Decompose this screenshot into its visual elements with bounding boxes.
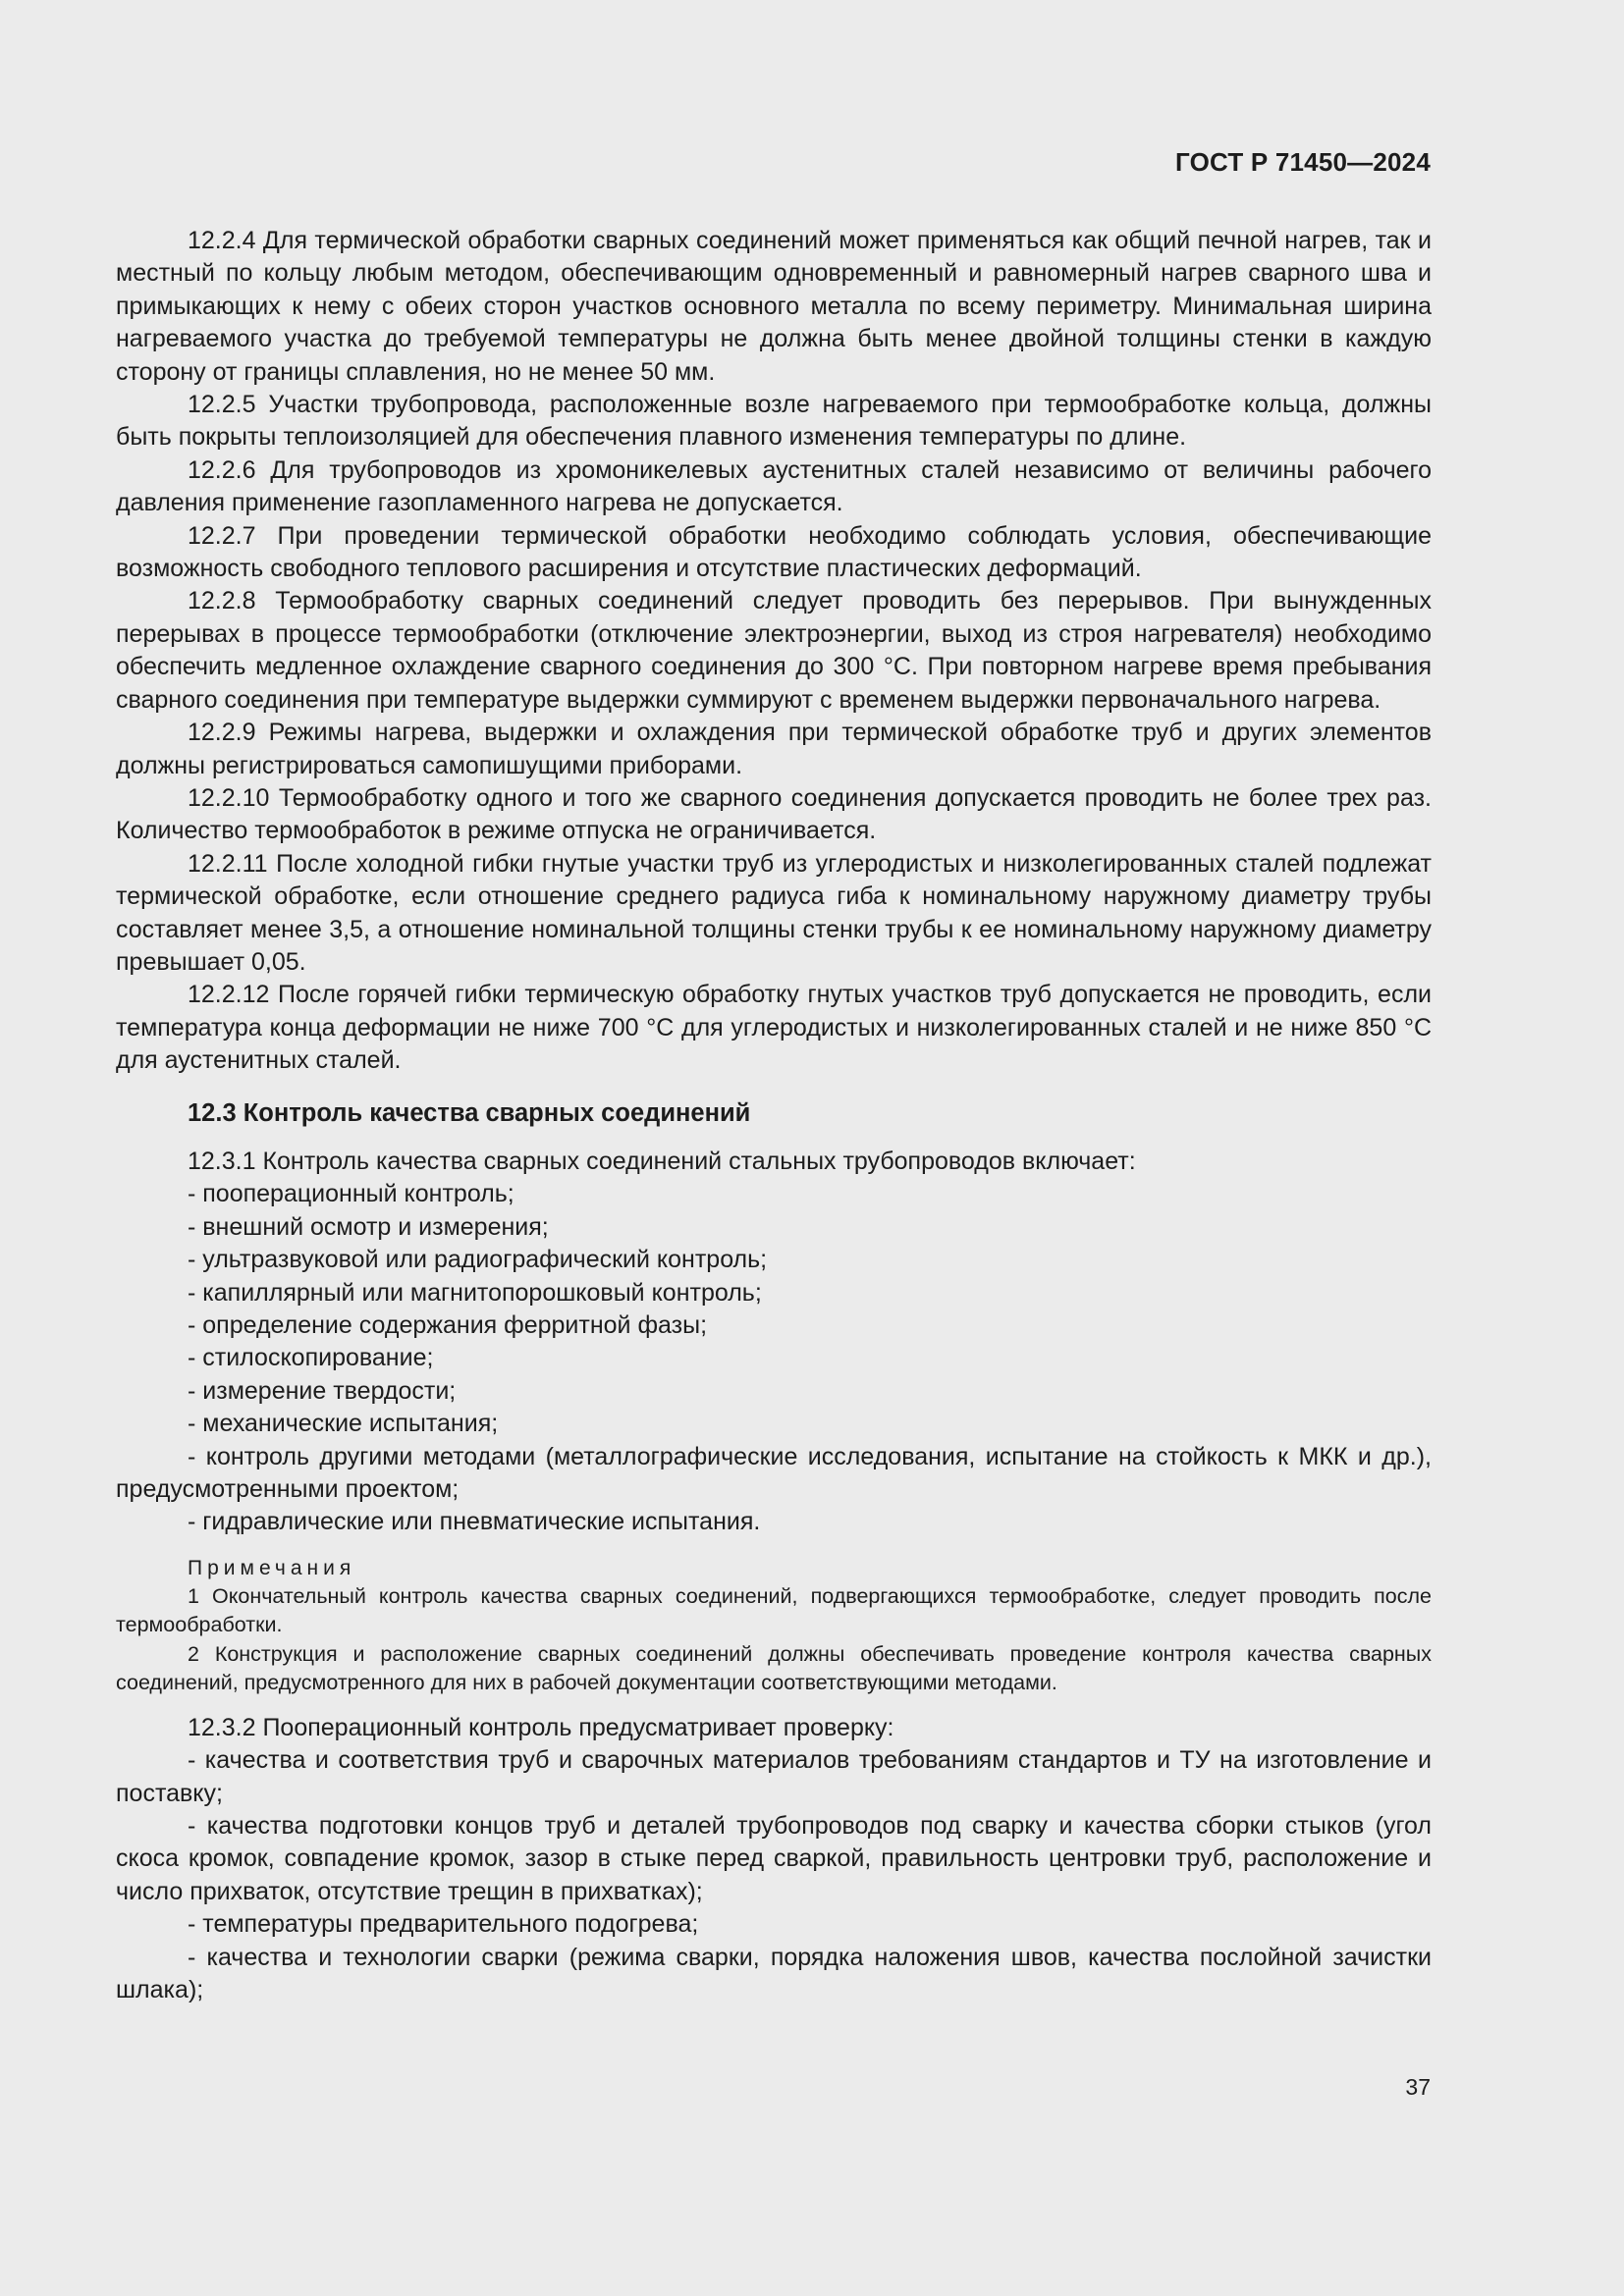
notes-heading: Примечания <box>188 1556 356 1579</box>
page-number: 37 <box>1405 2074 1431 2100</box>
document-body <box>116 225 1432 2007</box>
paragraph-12-2-4: 12.2.4 Для термической обработки сварных соединений может применяться как общий печной нагрев, так и местный по кольцу любым методом, обеспечивающим одновременный и равномерный нагрев сварного шва и примыкающих к нему с обеих сторон участков основного металла по всему периметру. Минимальная ширина нагреваемого участка до требуемой температуры не должна быть менее двойной толщины стенки в каждую сторону от границы сплавления, но не менее 50 мм. <box>116 227 1432 386</box>
paragraph-12-2-7: 12.2.7 При проведении термической обработки необходимо соблюдать условия, обеспечивающие возможность свободного теплового расширения и отсутствие пластических деформаций. <box>116 521 1432 583</box>
list-item: - гидравлические или пневматические испытания. <box>188 1508 761 1536</box>
list-item: - стилоскопирование; <box>188 1344 434 1372</box>
note-item-1: 1 Окончательный контроль качества сварных соединений, подвергающихся термообработке, следует проводить после термообработки. <box>116 1583 1432 1637</box>
list-item: - пооперационный контроль; <box>188 1180 514 1208</box>
paragraph-12-2-9: 12.2.9 Режимы нагрева, выдержки и охлаждения при термической обработке труб и других элементов должны регистрироваться самопишущими приборами. <box>116 719 1432 779</box>
list-item: - качества подготовки концов труб и деталей трубопроводов под сварку и качества сборки стыков (угол скоса кромок, совпадение кромок, зазор в стыке перед сваркой, правильность центровки труб, расположение и число прихваток, отсутствие трещин в прихватках); <box>116 1812 1432 1905</box>
list-item: - контроль другими методами (металлографические исследования, испытание на стойкость к МКК и др.), предусмотренными проектом; <box>116 1442 1432 1504</box>
list-item: - капиллярный или магнитопорошковый контроль; <box>188 1278 762 1307</box>
paragraph-12-2-8: 12.2.8 Термообработку сварных соединений следует проводить без перерывов. При вынужденных перерывах в процессе термообработки (отключение электроэнергии, выход из строя нагревателя) необходимо обеспечить медленное охлаждение сварного соединения до 300 °С. При повторном нагреве время пребывания сварного соединения при температуре выдержки суммируют с временем выдержки первоначального нагрева. <box>116 587 1432 714</box>
list-item: - внешний осмотр и измерения; <box>188 1212 549 1241</box>
list-item: - ультразвуковой или радиографический контроль; <box>188 1246 768 1274</box>
list-item: - механические испытания; <box>188 1410 499 1438</box>
list-item: - температуры предварительного подогрева; <box>188 1910 699 1939</box>
list-item: - качества и технологии сварки (режима сварки, порядка наложения швов, качества послойной зачистки шлака); <box>116 1943 1432 2004</box>
paragraph-12-2-6: 12.2.6 Для трубопроводов из хромоникелевых аустенитных сталей независимо от величины рабочего давления применение газопламенного нагрева не допускается. <box>116 455 1432 517</box>
list-item: - измерение твердости; <box>188 1376 457 1405</box>
document-header-id: ГОСТ Р 71450—2024 <box>1175 147 1431 177</box>
paragraph-12-3-2: 12.3.2 Пооперационный контроль предусматривает проверку: <box>188 1713 894 1741</box>
note-item-2: 2 Конструкция и расположение сварных соединений должны обеспечивать проведение контроля качества сварных соединений, предусмотренного для них в рабочей документации соответствующими методами. <box>116 1641 1432 1695</box>
paragraph-12-2-12: 12.2.12 После горячей гибки термическую обработку гнутых участков труб допускается не проводить, если температура конца деформации не ниже 700 °С для углеродистых и низколегированных сталей и не ниже 850 °С для аустенитных сталей. <box>116 981 1432 1075</box>
paragraph-12-2-10: 12.2.10 Термообработку одного и того же сварного соединения допускается проводить не более трех раз. Количество термообработок в режиме отпуска не ограничивается. <box>116 783 1432 845</box>
section-title-12-3: 12.3 Контроль качества сварных соединений <box>188 1098 751 1127</box>
paragraph-12-3-1: 12.3.1 Контроль качества сварных соединений стальных трубопроводов включает: <box>188 1147 1136 1175</box>
paragraph-12-2-5: 12.2.5 Участки трубопровода, расположенные возле нагреваемого при термообработке кольца, должны быть покрыты теплоизоляцией для обеспечения плавного изменения температуры по длине. <box>116 391 1432 452</box>
paragraph-12-2-11: 12.2.11 После холодной гибки гнутые участки труб из углеродистых и низколегированных сталей подлежат термической обработке, если отношение среднего радиуса гиба к номинальному наружному диаметру трубы составляет менее 3,5, а отношение номинальной толщины стенки трубы к ее номинальному наружному диаметру превышает 0,05. <box>116 849 1432 976</box>
list-item: - определение содержания ферритной фазы; <box>188 1311 708 1339</box>
list-item: - качества и соответствия труб и сварочных материалов требованиям стандартов и ТУ на изготовление и поставку; <box>116 1746 1432 1807</box>
